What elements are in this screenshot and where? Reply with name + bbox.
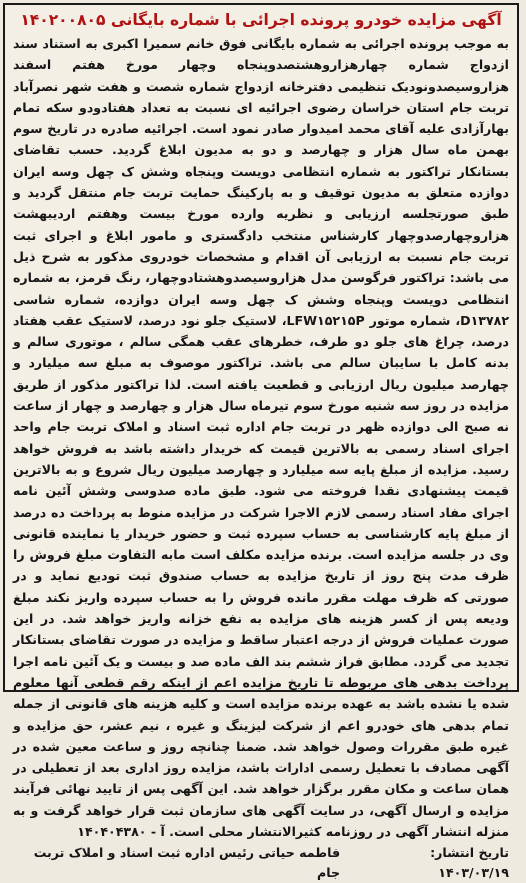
signature: فاطمه حیاتی رئیس اداره ثبت اسناد و املاک تربت جام [33, 845, 341, 881]
notice-frame [3, 3, 519, 881]
notice-body: به موجب پرونده اجرائی به شماره بایگانی فوق خانم سمیرا اکبری به استناد سند ازدواج شماره چهارهزاروهشتصدوپنجاه وچهار مورخ هفتم اسفند هزاروسیصدونودیک تنظیمی دفترخانه ازدواج شماره شصت و هفت شهر نصرآباد تربت جام استان خراسان رضوی اجرائیه ای نسبت به تعداد هفتادودو سکه تمام بهارآزادی علیه آقای محمد امیدوار صادر نمود است. اجرائیه صادره در تاریخ سوم بهمن ماه سال هزار و چهارصد و دو به مدیون ابلاغ گردید. حسب تقاضای بستانکار تراکتور به شماره انتظامی دویست وپنجاه وشش ک چهل وسه ایران دوازده متعلق به مدیون توقیف و به پارکینگ حمایت تربت جام منتقل گردید و طبق صورتجلسه ارزیابی و نظریه وارده مورخ بیست وهفتم اردیبهشت هزاروچهارصدوچهار کارشناس منتخب دادگستری و مامور ابلاغ و اجرای ثبت تربت جام نسبت به ارزیابی آن اقدام و مشخصات خودروی مذکور به شرح ذیل می باشد: تراکتور فرگوسن مدل هزاروسیصدوهشتادوچهار، رنگ قرمز، به شماره انتظامی دویست وپنجاه وشش ک چهل وسه ایران دوازده، شماره شاسی D۱۳۷۸۲، شماره موتور LFW۱۵۲۱۵P، لاستیک جلو نود درصد، لاستیک عقب هفتاد درصد، چراغ های جلو دو طرف، خطرهای عقب همگی سالم ، موتوری سالم و بدنه کامل با سایبان سالم می باشد. تراکتور موصوف به مبلغ سه میلیارد و چهارصد میلیون ریال ارزیابی و قطعیت یافته است. لذا تراکتور مذکور از طریق مزایده در روز سه شنبه مورخ سوم تیرماه سال هزار و چهارصد و چهار از ساعت نه صبح الی دوازده ظهر در تربت جام اداره ثبت اسناد و املاک تربت جام واحد اجرای اسناد رسمی به بالاترین قیمت که خریدار داشته باشد به فروش خواهد رسید. مزایده از مبلغ پایه سه میلیارد و چهارصد میلیون ریال شروع و به بالاترین قیمت پیشنهادی نقدا فروخته می شود. طبق ماده صدوسی وشش آئین نامه اجرای مفاد اسناد رسمی لازم الاجرا شرکت در مزایده منوط به پرداخت ده درصد از مبلغ پایه کارشناسی به حساب سپرده ثبت و حضور خریدار یا نماینده قانونی وی در جلسه مزایده است. برنده مزایده مکلف است مابه التفاوت مبلغ فروش را ظرف مدت پنج روز از تاریخ مزایده به حساب صندوق ثبت تودیع نماید و در صورتی که ظرف مهلت مقرر مانده فروش را به حساب سپرده واریز نکند مبلغ ودیعه پس از کسر هزینه های مزایده به نفع خزانه واریز خواهد شد. در این صورت عملیات فروش از درجه اعتبار ساقط و مزایده در صورت تقاضای بستانکار تجدید می گردد. مطابق فراز ششم بند الف ماده صد و بیست و یک آئین نامه اجرا پرداخت بدهی های مربوطه تا تاریخ مزایده اعم از اینکه رقم قطعی آنها معلوم شده یا نشده باشد به عهده برنده مزایده است و کلیه هزینه های قانونی از جمله تمام بدهی های خودرو اعم از شرکت لیزینگ و غیره ، نیم عشر، حق مزایده و غیره طبق مقررات وصول خواهد شد. ضمنا چنانچه روز و ساعت معین شده در آگهی مصادف با تعطیل رسمی ادارات باشد، مزایده روز اداری بعد از تعطیلی در همان ساعت و مکان مقرر برگزار خواهد شد. این آگهی پس از تایید نهائی فرآیند مزایده و ارسال آگهی، در سایت آگهی های سازمان ثبت قرار خواهد گرفت و به منزله انتشار آگهی در روزنامه کثیرالانتشار محلی است. آ - ۱۴۰۴۰۴۳۸۰ [13, 36, 510, 839]
notice-title: آگهی مزایده خودرو پرونده اجرائی با شماره بایگانی ۱۴۰۲۰۰۸۰۵ [20, 11, 502, 29]
publish-date: تاریخ انتشار: ۱۴۰۳/۰۳/۱۹ [430, 845, 509, 881]
notice-footer [13, 843, 509, 883]
